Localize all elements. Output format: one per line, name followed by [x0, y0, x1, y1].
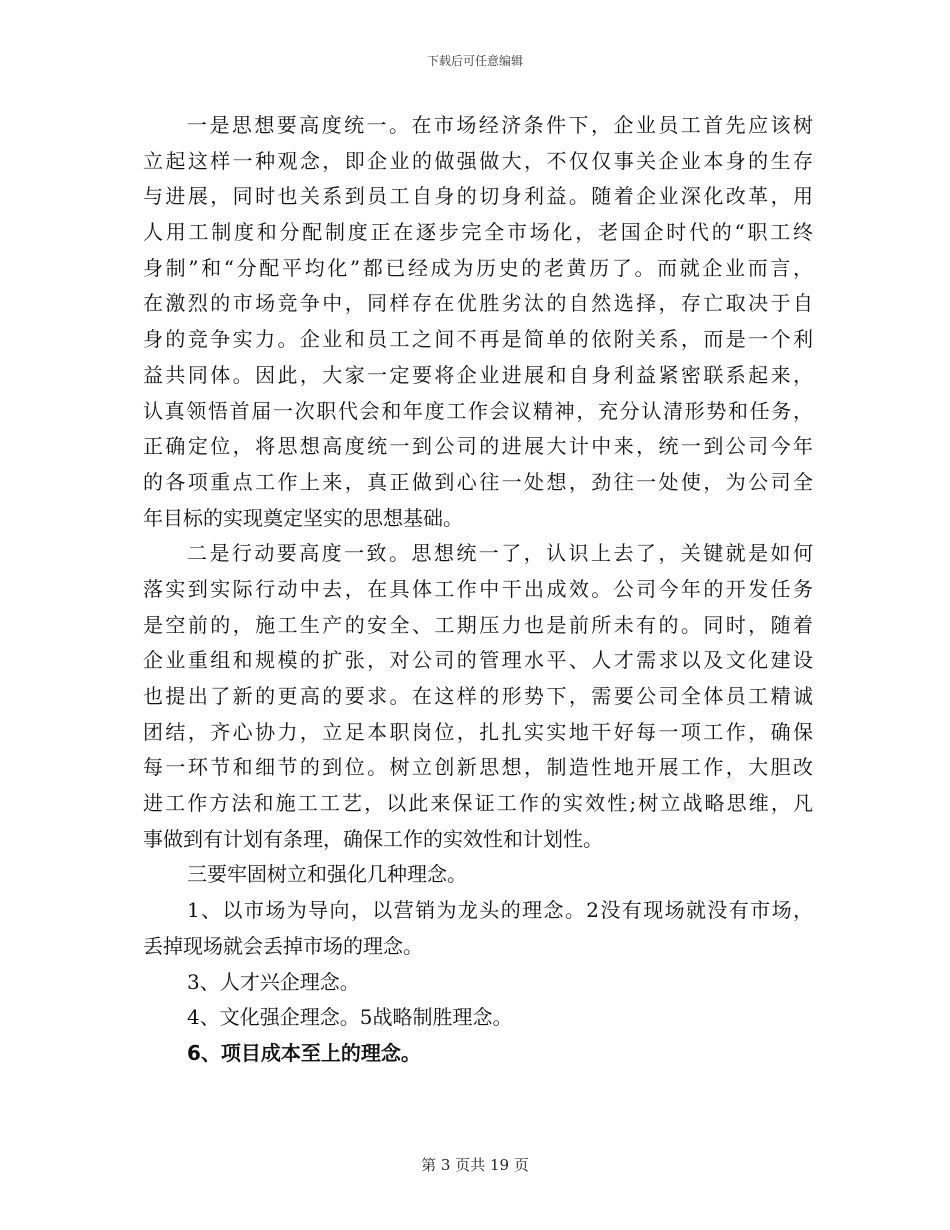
paragraph-2-line: 企业重组和规模的扩张，对公司的管理水平、人才需求以及文化建设 — [143, 648, 813, 673]
paragraph-2-line: 落实到实际行动中去，在具体工作中干出成效。公司今年的开发任务 — [143, 576, 813, 601]
paragraph-1-line: 一是思想要高度统一。在市场经济条件下，企业员工首先应该树 — [187, 113, 813, 137]
paragraph-1-line: 与进展，同时也关系到员工自身的切身利益。随着企业深化改革，用 — [143, 184, 813, 209]
paragraph-2-line: 团结，齐心协力，立足本职岗位，扎扎实实地干好每一项工作，确保 — [143, 719, 813, 744]
paragraph-7-bold: 6、项目成本至上的理念。 — [187, 1040, 421, 1065]
paragraph-1-line: 正确定位，将思想高度统一到公司的进展大计中来，统一到公司今年 — [143, 434, 813, 459]
paragraph-2-line: 事做到有计划有条理，确保工作的实效性和计划性。 — [143, 826, 603, 851]
paragraph-2-line: 是空前的，施工生产的安全、工期压力也是前所未有的。同时，随着 — [143, 612, 813, 637]
paragraph-2-line: 也提出了新的更高的要求。在这样的形势下，需要公司全体员工精诚 — [143, 684, 813, 708]
paragraph-1-line: 身制”和“分配平均化”都已经成为历史的老黄历了。而就企业而言， — [143, 255, 813, 280]
paragraph-1-line: 认真领悟首届一次职代会和年度工作会议精神，充分认清形势和任务， — [143, 398, 813, 423]
paragraph-2-line: 进工作方法和施工工艺，以此来保证工作的实效性;树立战略思维，凡 — [143, 791, 813, 816]
paragraph-1-line: 立起这样一种观念，即企业的做强做大，不仅仅事关企业本身的生存 — [143, 148, 813, 173]
paragraph-6: 4、文化强企理念。5战略制胜理念。 — [187, 1005, 513, 1030]
paragraph-1-line: 人用工制度和分配制度正在逐步完全市场化，老国企时代的“职工终 — [143, 220, 813, 245]
paragraph-2-line: 每一环节和细节的到位。树立创新思想，制造性地开展工作，大胆改 — [143, 755, 813, 780]
paragraph-2-line: 二是行动要高度一致。思想统一了，认识上去了，关键就是如何 — [187, 541, 813, 566]
page-footer: 第 3 页共 19 页 — [421, 1156, 529, 1174]
paragraph-1-line: 益共同体。因此，大家一定要将企业进展和自身利益紧密联系起来， — [143, 362, 813, 387]
paragraph-3: 三要牢固树立和强化几种理念。 — [187, 862, 467, 887]
paragraph-1-line: 的各项重点工作上来，真正做到心往一处想，劲往一处使，为公司全 — [143, 469, 813, 494]
paragraph-5: 3、人才兴企理念。 — [187, 969, 360, 994]
page-header: 下载后可任意编辑 — [426, 54, 523, 68]
paragraph-1-line: 年目标的实现奠定坚实的思想基础。 — [143, 505, 463, 530]
paragraph-1-line: 身的竞争实力。企业和员工之间不再是简单的依附关系，而是一个利 — [143, 327, 813, 352]
paragraph-1-line: 在激烈的市场竞争中，同样存在优胜劣汰的自然选择，存亡取决于自 — [143, 291, 813, 316]
paragraph-4-line: 丢掉现场就会丢掉市场的理念。 — [143, 933, 423, 958]
paragraph-4-line: 1、以市场为导向，以营销为龙头的理念。2没有现场就没有市场， — [187, 898, 813, 923]
document-body — [143, 108, 813, 1072]
